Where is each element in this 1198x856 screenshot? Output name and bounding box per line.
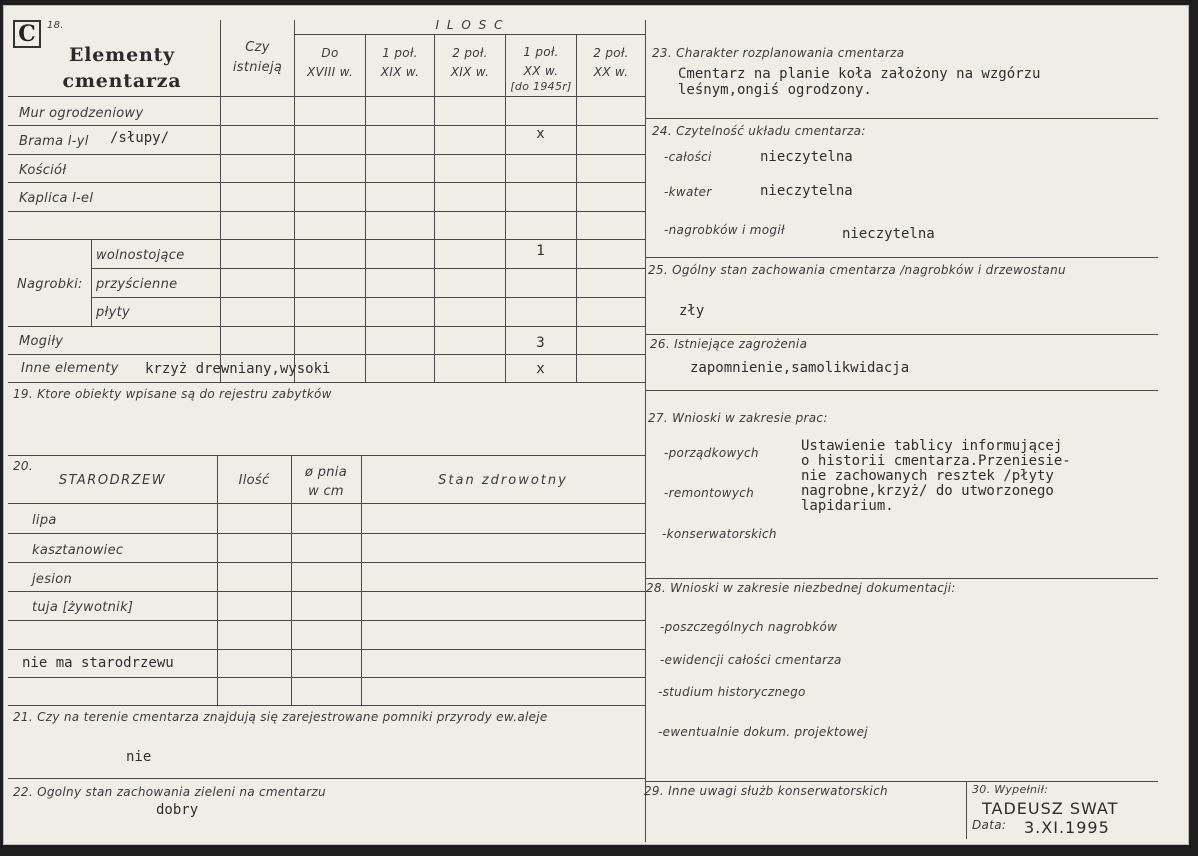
nagrobkow-label: -nagrobków i mogił: [664, 223, 785, 237]
section-23-label: 23. Charakter rozplanowania cmentarza: [652, 46, 905, 60]
calosci-value: nieczytelna: [760, 149, 853, 165]
title-line-2: cmentarza: [62, 70, 182, 92]
konserwatorskich-label: -konserwatorskich: [662, 527, 777, 541]
inventory-card: [3, 5, 1189, 845]
section-25-label: 25. Ogólny stan zachowania cmentarza /nagrobków i drzewostanu: [648, 263, 1066, 277]
row-plyty: płyty: [96, 305, 130, 320]
section-22-label: 22. Ogolny stan zachowania zieleni na cmentarzu: [13, 785, 326, 799]
section-24-label: 24. Czytelność układu cmentarza:: [652, 124, 866, 138]
tree-row: jesion: [32, 572, 72, 587]
period-l2: XIX w.: [380, 65, 420, 79]
header-czy-istnieja: [221, 38, 294, 78]
kwater-value: nieczytelna: [760, 183, 853, 199]
period-l1: 1 poł.: [382, 46, 418, 60]
row-wolnostojace: wolnostojące: [96, 248, 185, 263]
row-mur: Mur ogrodzeniowy: [19, 106, 144, 121]
doc-item: -ewentualnie dokum. projektowej: [658, 725, 868, 739]
header-istnieja: istnieją: [232, 60, 283, 75]
period-l1: 2 poł.: [452, 46, 488, 60]
period-header: [506, 44, 576, 95]
header-czy: Czy: [245, 40, 270, 55]
doc-item: -studium historycznego: [658, 685, 806, 699]
doc-item: -ewidencji całości cmentarza: [660, 653, 842, 667]
section-20-number: 20.: [13, 459, 33, 473]
remontowych-label: -remontowych: [664, 486, 755, 500]
brama-note: /słupy/: [110, 130, 170, 146]
date-label: Data:: [972, 818, 1007, 832]
tree-row: kasztanowiec: [32, 543, 124, 558]
row-kaplica: Kaplica l-el: [19, 191, 94, 206]
row-kosciol: Kościół: [19, 163, 67, 178]
section-19-label: 19. Ktore obiekty wpisane są do rejestru zabytków: [13, 387, 332, 401]
section-23-line-1: Cmentarz na planie koła założony na wzgórzu: [678, 66, 1041, 82]
row-nagrobki: Nagrobki:: [17, 277, 83, 292]
period-l1: 2 poł.: [593, 46, 629, 60]
period-l2: XX w.: [593, 65, 629, 79]
section-27-text: Ustawienie tablicy informującej o historii cmentarza.Przeniesie- nie zachowanych resztek /płyty nagrobne,krzyż/ do utworzonego lapidarium.: [801, 438, 1071, 514]
nagrobkow-value: nieczytelna: [842, 226, 935, 242]
row-inne: Inne elementy: [21, 361, 119, 376]
section-29-label: 29. Inne uwagi służb konserwatorskich: [644, 784, 888, 798]
section-25-answer: zły: [679, 303, 705, 319]
kwater-label: -kwater: [664, 185, 712, 199]
row-brama: Brama l-yl: [19, 134, 89, 149]
period-l2: XIX w.: [450, 65, 490, 79]
section-26-label: 26. Istniejące zagrożenia: [650, 337, 808, 351]
header-ilosc: I L O S C: [435, 18, 505, 32]
starodrzew-note: nie ma starodrzewu: [22, 655, 174, 671]
period-header: [295, 44, 365, 82]
inne-mark: x: [536, 361, 545, 377]
section-30-label: 30. Wypełnił:: [972, 783, 1049, 796]
section-26-answer: zapomnienie,samolikwidacja: [690, 360, 910, 376]
section-21-label: 21. Czy na terenie cmentarza znajdują się zarejestrowane pomniki przyrody ew.aleje: [13, 710, 548, 724]
date-value: 3.XI.1995: [1024, 818, 1110, 837]
period-l1: 1 poł.: [523, 45, 559, 59]
inne-note: krzyż drewniany,wysoki: [145, 361, 331, 377]
section-21-answer: nie: [126, 749, 152, 765]
period-l2: XX w.: [523, 64, 559, 78]
porzadkowych-label: -porządkowych: [664, 446, 759, 460]
doc-item: -poszczególnych nagrobków: [660, 620, 838, 634]
section-c-box: C: [13, 20, 41, 48]
row-przyscienne: przyścienne: [96, 277, 178, 292]
section-22-answer: dobry: [156, 802, 199, 818]
col-ilosc: Ilość: [238, 473, 270, 488]
row-mogily: Mogiły: [19, 334, 64, 349]
tree-row: tuja [żywotnik]: [32, 600, 134, 615]
tree-row: lipa: [32, 513, 57, 528]
mogily-count: 3: [536, 335, 545, 351]
col-starodrzew: STARODRZEW: [58, 473, 167, 488]
period-l2: XVIII w.: [306, 65, 354, 79]
section-number-18: 18.: [47, 20, 64, 31]
brama-mark: x: [536, 126, 545, 142]
period-header: [435, 44, 505, 82]
period-l1: Do: [321, 46, 339, 60]
title-line-1: Elementy: [68, 44, 175, 66]
period-l3: [do 1945r]: [510, 80, 572, 93]
wolnostojace-count: 1: [536, 243, 545, 259]
col-pnia: [291, 463, 361, 501]
col-pnia-1: ø pnia: [305, 465, 347, 480]
page-title: [52, 42, 192, 94]
signature-name: TADEUSZ SWAT: [982, 799, 1119, 818]
calosci-label: -całości: [664, 150, 712, 164]
col-pnia-2: w cm: [308, 484, 344, 499]
section-23-line-2: leśnym,ongiś ogrodzony.: [678, 82, 872, 98]
section-27-label: 27. Wnioski w zakresie prac:: [648, 411, 828, 425]
col-stan: Stan zdrowotny: [438, 473, 568, 488]
section-28-label: 28. Wnioski w zakresie niezbednej dokumentacji:: [646, 581, 956, 595]
period-header: [366, 44, 434, 82]
period-header: [577, 44, 645, 82]
